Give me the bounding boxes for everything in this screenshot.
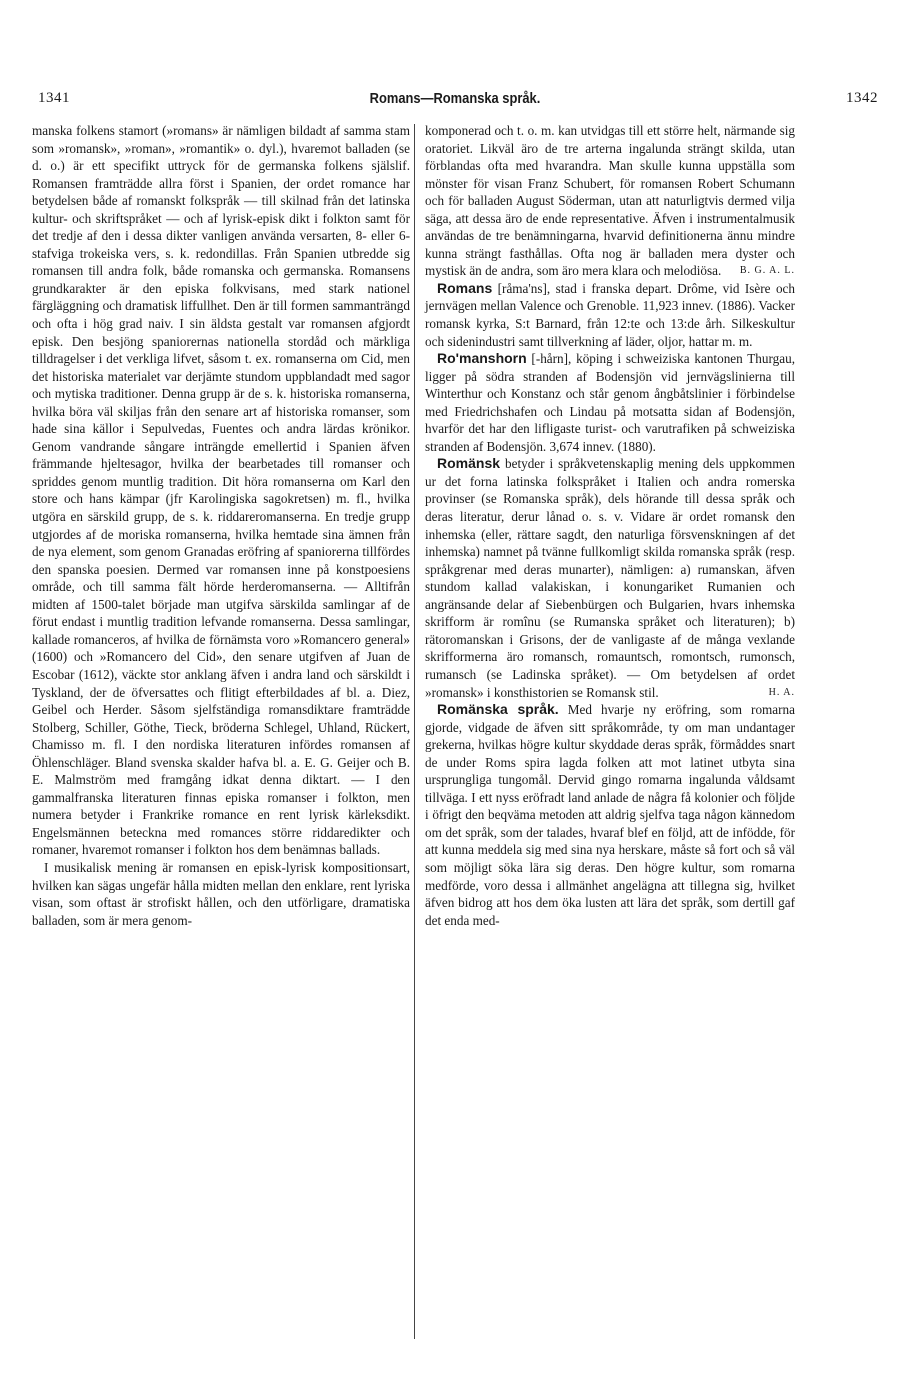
author-signature: B. G. A. L.	[739, 265, 795, 277]
page-header	[32, 90, 878, 112]
romans-article-continued: manska folkens stamort (»romans» är nämligen bildadt af samma stam som »romansk», »roman», »romantik» o. dyl.), hvaremot balladen (se d. o.) är ett specifikt uttryck för de germanska folkens själslif. Romansen framträdde allra först i Spanien, der ordet romance har betydelsen både af romanskt folkspråk — till skilnad från det latinska kultur- och skriftspråket — och af lyrisk-episk dikt i folkton samt för det tredje af den i dessa dikter vanligen använda versarten, 8- eller 6-stafviga trokeiska vers, s. k. redondillas. Från Spanien utbredde sig romansen till andra folk, både romanska och germanska. Romansens grundkarakter är den episka folkvisans, med stark nationel färgläggning och dramatisk liffullhet. Den är till formen sammanträngd och ofta i hög grad naiv. I sin äldsta gestalt var romansen afgjordt episk. Den besjöng spaniorernas nationella stordåd och märkliga tilldragelser i det verkliga lifvet, såsom t. ex. romanserna om Cid, men det historiska materialet var derjämte stundom uppblandadt med sagor och mytiska traditioner. Denna grupp är de s. k. historiska romanserna, hvilka böra väl skiljas från den senare art af historiska romanser, som hade sina källor i Sepulvedas, Fuentes och andra lärdas krönikor. Genom vandrande sångare inträngde emellertid i Spanien äfven främmande hjeltesagor, hvilka der bearbetades till romanser och spriddes genom muntlig tradition. Dit höra romanserna om Karl den store och hans kämpar (jfr Karolingiska sagokretsen) m. fl., hvilka utgöra en särskild grupp, de s. k. riddareromanserna. En tredje grupp utgjordes af de moriska romanserna, hvilka hemtade sina ämnen från de nya element, som genom Granadas eröfring af spaniorerna tillfördes den spanska poesien. Dermed var romansen inne på konstpoesiens område, och till samma fält hörde herderomanserna. — Alltifrån midten af 1500-talet började man utgifva särskilda samlingar af de förut endast i muntlig tradition lefvande romanserna. Dessa samlingar, kallade romanceros, af hvilka de förnämsta voro »Romancero general» (1600) och »Romancero del Cid», den senare utgifven af Juan de Escobar (1612), väckte stor anklang äfven i andra land och särskildt i Tyskland, der de öfversattes och flitigt efterbildades af bl. a. Diez, Geibel och Herder. Såsom sjelfständiga romansdiktare framträdde Stolberg, Schiller, Göthe, Tieck, bröderna Schlegel, Uhland, Rückert, Chamisso m. fl. I den nordiska literaturen infördes romansen af Öhlenschläger. Bland svenska skalder hafva bl. a. E. G. Geijer och B. E. Malmström med framgång idkat denna diktart. — I den gammalfranska literaturen finnas episka romanser i folkton, men numera betyder i Frankrike romance en rent lyrisk kärleksdikt. Engelsmännen beteckna med romances större riddaredikter och romaner, hvaremot romanser i folkton hos dem benämnas ballads.	[32, 123, 410, 858]
entry-text: Med hvarje ny eröfring, som romarna gjorde, vidgade de äfven sitt språkområde, ty om man undantager grekerna, hvilkas högre kultur skyddade deras språk, förmåddes snart de under Roms spira lagda folken att mot latinet utbyta sina ursprungliga tungomål. Dervid gingo romarna ingalunda våldsamt tillväga. I ett nyss eröfradt land anlade de några få kolonier och följde i öfrigt den beqväma metoden att aldrig sjelfva taga någon kännedom om det språk, som der talades, hvaraf blef en följd, att de infödde, för att kunna meddela sig med sina nya herskare, måste så fort och så väl som möjligt söka lära sig deras. Den högre kultur, som romarna medförde, voro dessa i allmänhet angelägna att tillegna sig, hvilket äfven bidrog att hos dem öka lusten att lära det språk, som dertill gaf det enda med-	[425, 702, 795, 928]
running-title: Romans—Romanska språk.	[369, 90, 541, 107]
entry-romansk	[425, 455, 795, 701]
author-signature: H. A.	[768, 686, 795, 698]
headword: Romänsk	[437, 455, 501, 472]
left-column	[32, 122, 410, 929]
romans-music-text: komponerad och t. o. m. kan utvidgas till ett större helt, närmande sig oratoriet. Likväl äro de tre arterna ingalunda strängt skilda, utan förblandas ofta med hvarandra. Man skulle kunna uppställa som mönster för visan Franz Schubert, för romansen Robert Schumann och för balladen August Söderman, utan att naturligtvis dermed vilja säga, att dessa äro de ende representative. Äfven i instrumentalmusik användas de tre benämningarna, hvarvid definitionerna ännu mindre kunna strängt fasthållas. Ofta nog är balladen mera dyster och mystisk än de andra, som äro mera klara och melodiösa.	[425, 123, 795, 279]
entry-romanska-sprak	[425, 701, 795, 929]
headword: Romänska språk.	[437, 701, 559, 718]
romans-music-continued	[425, 122, 795, 280]
entry-text: betyder i språkvetenskaplig mening dels uppkommen ur det forna latinska folkspråket i Italien och andra romerska provinser (se Romanska språk), dels hörande till dessa språk och deras literatur, derur lånad o. s. v. Vidare är ordet romansk den inhemska (eller, rättare sagdt, den naturliga försvenskningen af det inhemska) namnet på tvänne fullkomligt skilda romanska språk (resp. språkgrenar med deras munarter), nämligen: a) rumanskan, äfven stundom kallad valakiskan, i konungariket Rumanien och angränsande delar af Siebenbürgen och Bulgarien, hvars inhemska skrifform är romînu (se Rumanska språket och literaturen); b) rätoromanskan i Grisons, der de vanligaste af de många vexlande skrifformerna äro romansch, romauntsch, romontsch, rumonsch, rumansch (se Ladinska språket). — Om betydelsen af ordet »romansk» i konsthistorien se Romansk stil.	[425, 456, 795, 700]
headword: Ro'manshorn	[437, 350, 527, 367]
column-divider	[414, 124, 415, 1339]
right-column	[425, 122, 795, 929]
page-number-right: 1342	[846, 90, 878, 106]
entry-text: [råma'ns], stad i franska depart. Drôme, vid Isère och jernvägen mellan Valence och Grenoble. 11,923 innev. (1886). Vacker romansk kyrka, S:t Barnard, från 12:te och 13:de årh. Silkeskultur och sidenindustri samt tillverkning af läder, oljor, hattar m. m.	[425, 280, 795, 349]
romans-music-paragraph: I musikalisk mening är romansen en episk-lyrisk kompositionsart, hvilken kan sägas ungefär hålla midten mellan den enklare, rent lyriska visan, som oftast är strofiskt hållen, och den utförligare, dramatiska balladen, som är mera genom-	[32, 859, 410, 928]
page-number-left: 1341	[38, 90, 70, 106]
entry-romans-town	[425, 280, 795, 350]
entry-romanshorn	[425, 350, 795, 455]
headword: Romans	[437, 279, 493, 296]
entry-text: [-hårn], köping i schweiziska kantonen Thurgau, ligger på södra stranden af Bodensjön vid jernvägslinierna till Winterthur och Konstanz och står genom ångbåtslinier i förbindelse med Friedrichshafen och Lindau på motsatta sidan af Bodensjön, hvarför det har den lifligaste turist- och varutrafiken på schweiziska stranden af Bodensjön. 3,674 innev. (1880).	[425, 351, 795, 454]
